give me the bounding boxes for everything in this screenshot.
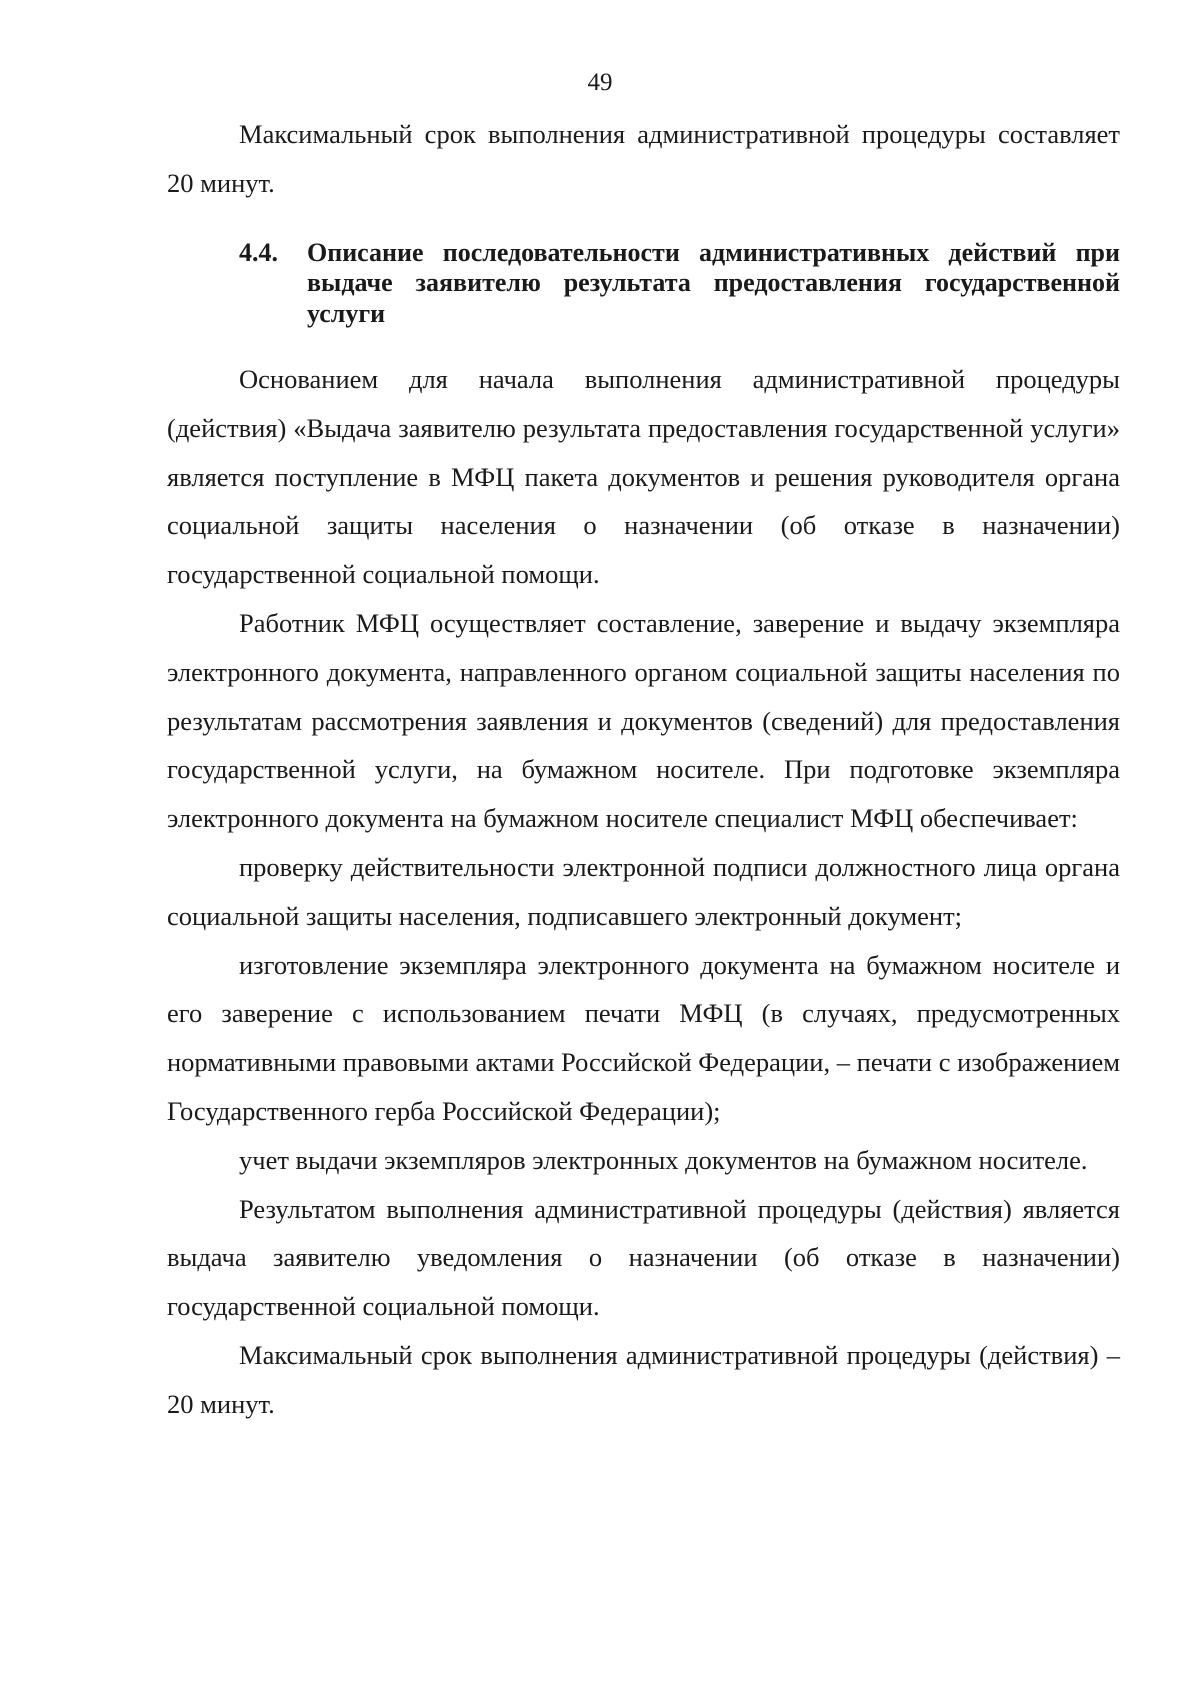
- intro-paragraph: Максимальный срок выполнения административной процедуры составляет 20 минут.: [167, 119, 1120, 198]
- page-content: [167, 110, 1120, 1429]
- page-number: 49: [587, 69, 613, 96]
- paragraph-mfc-worker: Работник МФЦ осуществляет составление, заверение и выдачу экземпляра электронного документа, направленного органом социальной защиты населения по результатам рассмотрения заявления и документов (сведений) для предоставления государственной услуги, на бумажном носителе. При подготовке экземпляра электронного документа на бумажном носителе специалист МФЦ обеспечивает:: [167, 608, 1120, 834]
- section-heading: [239, 238, 1120, 330]
- paragraph-signature-check: проверку действительности электронной подписи должностного лица органа социальной защиты населения, подписавшего электронный документ;: [167, 852, 1120, 931]
- paragraph-paper-copy: изготовление экземпляра электронного документа на бумажном носителе и его заверение с использованием печати МФЦ (в случаях, предусмотренных нормативными правовыми актами Российской Федерации, – печати с изображением Государственного герба Российской Федерации);: [167, 949, 1120, 1127]
- paragraph-basis: Основанием для начала выполнения административной процедуры (действия) «Выдача заявителю результата предоставления государственной услуги» является поступление в МФЦ пакета документов и решения руководителя органа социальной защиты населения о назначении (об отказе в назначении) государственной социальной помощи.: [167, 364, 1120, 590]
- section-number: 4.4.: [239, 237, 278, 267]
- section-title: Описание последовательности административных действий при выдаче заявителю результата предоставления государственной услуги: [307, 237, 1120, 328]
- paragraph-max-time: Максимальный срок выполнения административной процедуры (действия) – 20 минут.: [167, 1340, 1120, 1419]
- paragraph-result: Результатом выполнения административной процедуры (действия) является выдача заявителю уведомления о назначении (об отказе в назначении) государственной социальной помощи.: [167, 1193, 1120, 1322]
- paragraph-accounting: учет выдачи экземпляров электронных документов на бумажном носителе.: [239, 1144, 1088, 1175]
